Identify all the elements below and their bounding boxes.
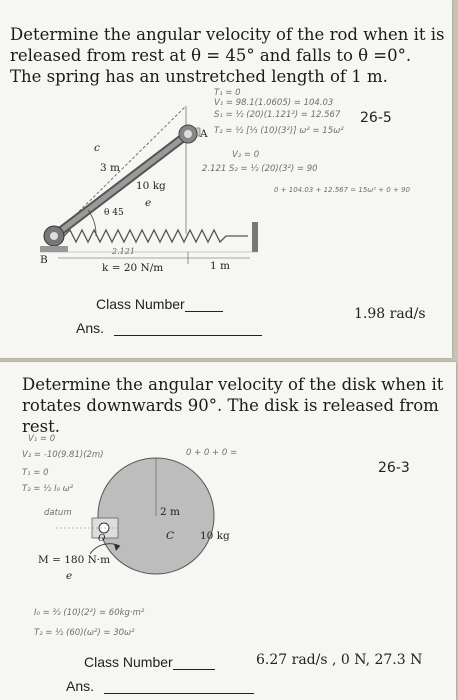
class-number-blank[interactable] (173, 669, 215, 670)
label-B: B (40, 254, 48, 266)
handwriting-line: 0 + 0 + 0 = (186, 448, 238, 458)
answer-value: 6.27 rad/s , 0 N, 27.3 N (256, 652, 423, 668)
label-A: A (200, 128, 208, 140)
handwriting-line: V₁ = 0 (28, 434, 56, 444)
handwriting-line: V₁ = 98.1(1.0605) = 104.03 (214, 98, 334, 108)
problem-statement: Determine the angular velocity of the disk when it rotates downwards 90°. The disk is released from rest. (22, 375, 444, 436)
problem-number: 26-5 (360, 110, 392, 126)
label-length: 3 m (100, 162, 120, 174)
label-O: O (98, 534, 106, 544)
handwriting-line: T₂ = ½ [⅓ (10)(3²)] ω² = 15ω² (214, 126, 344, 136)
problem-card-26-3 (0, 362, 456, 700)
ans-label: Ans. (76, 320, 105, 336)
label-mass: 10 kg (200, 530, 230, 542)
handwriting-line: 2.121 S₂ = ½ (20)(3²) = 90 (202, 164, 318, 174)
label-spring-dim: 2.121 (112, 247, 135, 256)
handwriting-line: datum (44, 508, 72, 518)
label-mass: 10 kg (136, 180, 166, 192)
ans-blank[interactable] (114, 335, 262, 336)
class-number-row (84, 654, 215, 670)
ans-row (66, 678, 254, 694)
class-number-label: Class Number (84, 654, 173, 670)
label-angle: θ 45 (104, 208, 124, 218)
answer-value: 1.98 rad/s (354, 306, 426, 322)
label-C: C (166, 530, 175, 542)
problem-number: 26-3 (378, 460, 410, 476)
handwriting-line: 0 + 104.03 + 12.567 = 15ω² + 0 + 90 (274, 186, 410, 194)
label-radius: 2 m (160, 506, 180, 518)
label-moment: M = 180 N·m (38, 554, 111, 566)
label-c: c (94, 142, 100, 154)
ans-label: Ans. (66, 678, 95, 694)
ans-row (76, 320, 262, 336)
handwriting-line: I₀ = ³⁄₂ (10)(2²) = 60kg·m² (34, 608, 145, 618)
label-e: e (66, 570, 73, 582)
class-number-blank[interactable] (185, 311, 223, 312)
label-e: e (145, 197, 152, 209)
handwriting-line: T₁ = 0 (22, 468, 49, 478)
label-unstretched: 1 m (210, 260, 230, 272)
handwriting-line: T₂ = ½ I₀ ω² (22, 484, 74, 494)
handwriting-line: T₂ = ½ (60)(ω²) = 30ω² (34, 628, 135, 638)
handwriting-line: V₂ = 0 (232, 150, 260, 160)
class-number-label: Class Number (96, 296, 185, 312)
handwriting-line: S₁ = ½ (20)(1.121²) = 12.567 (214, 110, 341, 120)
problem-statement: Determine the angular velocity of the rod when it is released from rest at θ = 45° and falls to θ =0°. The spring has an unstretched length of 1 m. (10, 25, 445, 86)
handwriting-line: T₁ = 0 (214, 88, 241, 98)
handwriting-line: V₂ = -10(9.81)(2m) (22, 450, 104, 460)
class-number-row (96, 296, 223, 312)
ans-blank[interactable] (104, 693, 254, 694)
label-k: k = 20 N/m (102, 262, 164, 274)
